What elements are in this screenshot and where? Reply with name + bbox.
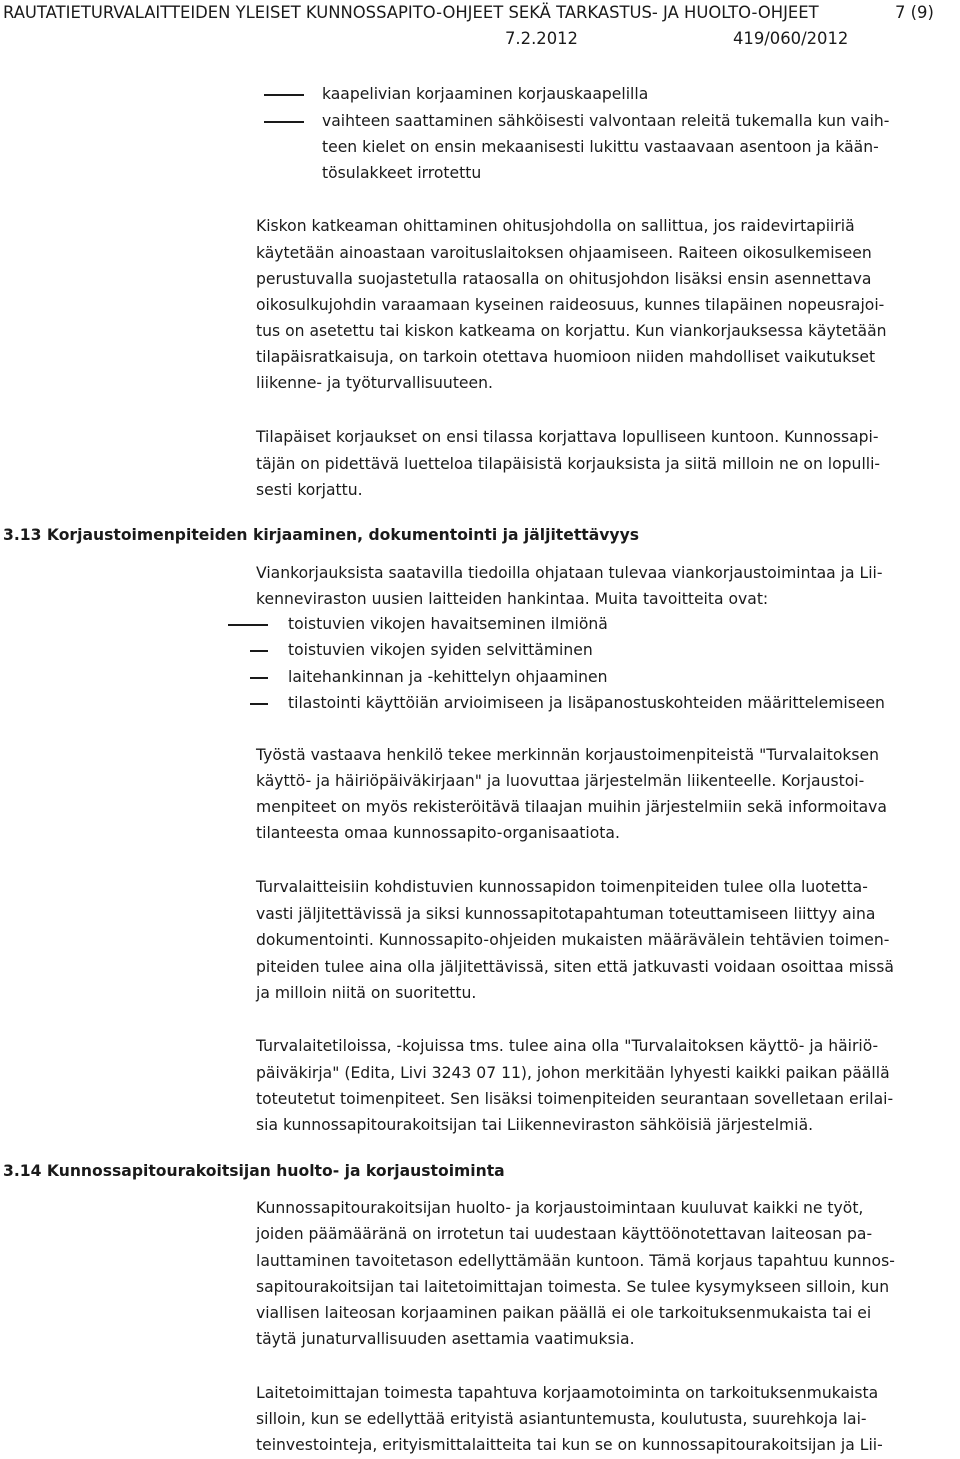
paragraph-line: piteiden tulee aina olla jäljitettävissä, siten että jatkuvasti voidaan osoittaa missä — [256, 958, 894, 976]
paragraph-line: sesti korjattu. — [256, 481, 363, 499]
paragraph-line: dokumentointi. Kunnossapito-ohjeiden mukaisten määrävälein tehtävien toimen- — [256, 931, 890, 949]
paragraph-line: toteutetut toimenpiteet. Sen lisäksi toimenpiteiden seurantaan sovelletaan erilai- — [256, 1090, 894, 1108]
paragraph-line: sapitourakoitsijan tai laitetoimittajan toimesta. Se tulee kysymykseen silloin, kun — [256, 1278, 890, 1296]
paragraph-line: tilanteesta omaa kunnossapito-organisaatiota. — [256, 824, 620, 842]
paragraph-line: kenneviraston uusien laitteiden hankintaa. Muita tavoitteita ovat: — [256, 590, 769, 608]
paragraph-line: Turvalaitetiloissa, -kojuissa tms. tulee aina olla "Turvalaitoksen käyttö- ja häiriö- — [256, 1037, 879, 1055]
paragraph-line: Kiskon katkeaman ohittaminen ohitusjohdolla on sallittua, jos raidevirtapiiriä — [256, 217, 855, 235]
paragraph-line: käytetään ainoastaan varoituslaitoksen ohjaamiseen. Raiteen oikosulkemiseen — [256, 244, 872, 262]
list-item-continuation: teen kielet on ensin mekaanisesti lukittu vastaavaan asentoon ja kään- — [322, 138, 879, 156]
paragraph-line: täjän on pidettävä luetteloa tilapäisistä korjauksista ja siitä milloin ne on lopulli- — [256, 455, 881, 473]
document-title: RAUTATIETURVALAITTEIDEN YLEISET KUNNOSSAPITO-OHJEET SEKÄ TARKASTUS- JA HUOLTO-OHJEET — [3, 3, 819, 22]
paragraph-line: lauttaminen tavoitetason edellyttämään kuntoon. Tämä korjaus tapahtuu kunnos- — [256, 1252, 895, 1270]
list-dash — [250, 703, 268, 705]
paragraph-line: teinvestointeja, erityismittalaitteita tai kun se on kunnossapitourakoitsijan ja Lii- — [256, 1436, 883, 1454]
document-date: 7.2.2012 — [505, 29, 578, 48]
list-dash — [250, 650, 268, 652]
list-item: toistuvien vikojen syiden selvittäminen — [288, 641, 593, 659]
list-item: kaapelivian korjaaminen korjauskaapelilla — [322, 85, 649, 103]
list-item: laitehankinnan ja -kehittelyn ohjaaminen — [288, 668, 608, 686]
paragraph-line: Tilapäiset korjaukset on ensi tilassa korjattava lopulliseen kuntoon. Kunnossapi- — [256, 428, 879, 446]
paragraph-line: vasti jäljitettävissä ja siksi kunnossapitotapahtuman toteuttamiseen liittyy aina — [256, 905, 876, 923]
paragraph-line: joiden päämääränä on irrotetun tai uudestaan käyttöönotettavan laiteosan pa- — [256, 1225, 873, 1243]
paragraph-line: perustuvalla suojastetulla rataosalla on ohitusjohdon lisäksi ensin asennettava — [256, 270, 872, 288]
paragraph-line: päiväkirja" (Edita, Livi 3243 07 11), johon merkitään lyhyesti kaikki paikan päällä — [256, 1064, 890, 1082]
list-item: vaihteen saattaminen sähköisesti valvontaan releitä tukemalla kun vaih- — [322, 112, 890, 130]
section-heading: 3.13 Korjaustoimenpiteiden kirjaaminen, dokumentointi ja jäljitettävyys — [3, 526, 640, 544]
paragraph-line: viallisen laiteosan korjaaminen paikan päällä ei ole tarkoituksenmukaista tai ei — [256, 1304, 872, 1322]
paragraph-line: menpiteet on myös rekisteröitävä tilaajan muihin järjestelmiin sekä informoitava — [256, 798, 887, 816]
list-dash — [250, 677, 268, 679]
paragraph-line: Kunnossapitourakoitsijan huolto- ja korjaustoimintaan kuuluvat kaikki ne työt, — [256, 1199, 864, 1217]
paragraph-line: Työstä vastaava henkilö tekee merkinnän korjaustoimenpiteistä "Turvalaitoksen — [256, 746, 880, 764]
paragraph-line: ja milloin niitä on suoritettu. — [256, 984, 477, 1002]
list-dash — [264, 94, 304, 96]
paragraph-line: silloin, kun se edellyttää erityistä asiantuntemusta, koulutusta, suurehkoja lai- — [256, 1410, 867, 1428]
section-heading: 3.14 Kunnossapitourakoitsijan huolto- ja korjaustoiminta — [3, 1162, 505, 1180]
list-item: toistuvien vikojen havaitseminen ilmiönä — [288, 615, 608, 633]
paragraph-line: sia kunnossapitourakoitsijan tai Liikenneviraston sähköisiä järjestelmiä. — [256, 1116, 814, 1134]
paragraph-line: Turvalaitteisiin kohdistuvien kunnossapidon toimenpiteiden tulee olla luotetta- — [256, 878, 868, 896]
paragraph-line: Laitetoimittajan toimesta tapahtuva korjaamotoiminta on tarkoituksenmukaista — [256, 1384, 879, 1402]
paragraph-line: käyttö- ja häiriöpäiväkirjaan" ja luovuttaa järjestelmän liikenteelle. Korjaustoi- — [256, 772, 865, 790]
paragraph-line: Viankorjauksista saatavilla tiedoilla ohjataan tulevaa viankorjaustoimintaa ja Lii- — [256, 564, 883, 582]
list-dash — [228, 624, 268, 626]
paragraph-line: liikenne- ja työturvallisuuteen. — [256, 374, 493, 392]
list-item-continuation: tösulakkeet irrotettu — [322, 164, 482, 182]
paragraph-line: oikosulkujohdin varaamaan kyseinen raideosuus, kunnes tilapäinen nopeusrajoi- — [256, 296, 885, 314]
paragraph-line: tilapäisratkaisuja, on tarkoin otettava huomioon niiden mahdolliset vaikutukset — [256, 348, 876, 366]
document-number: 419/060/2012 — [733, 29, 849, 48]
page-number: 7 (9) — [895, 3, 934, 22]
list-dash — [264, 121, 304, 123]
list-item: tilastointi käyttöiän arvioimiseen ja lisäpanostuskohteiden määrittelemiseen — [288, 694, 885, 712]
paragraph-line: tus on asetettu tai kiskon katkeama on korjattu. Kun viankorjauksessa käytetään — [256, 322, 887, 340]
paragraph-line: täytä junaturvallisuuden asettamia vaatimuksia. — [256, 1330, 635, 1348]
